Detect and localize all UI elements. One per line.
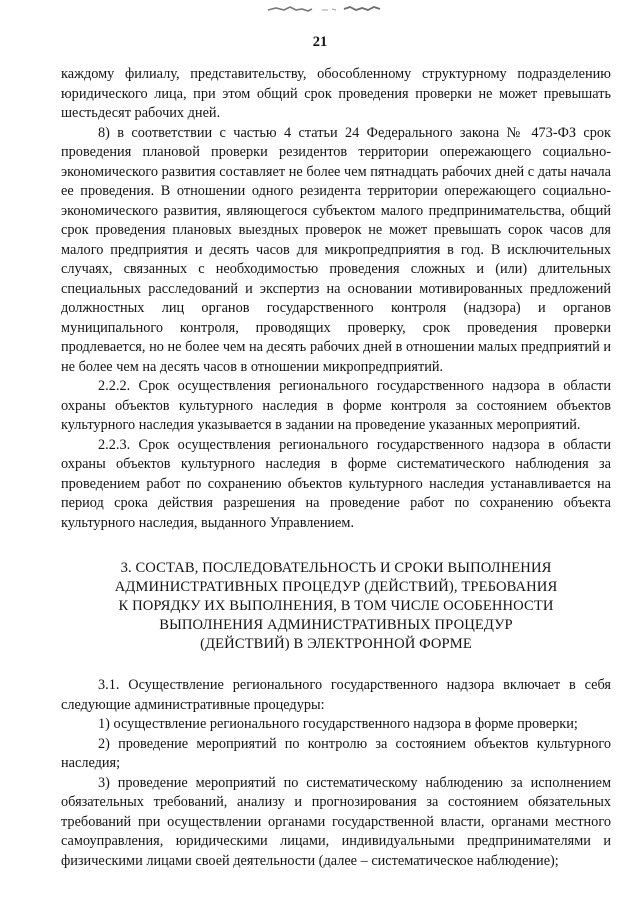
paragraph: 3) проведение мероприятий по систематическому наблюдению за исполнением обязательных требований, анализу и прогнозирования за состоянием обязательных требований при осуществлении органами государственной власти, органами местного самоуправления, юридическими лицами, индивидуальными предпринимателями и физическими лицами своей деятельности (далее – систематическое наблюдение); xyxy=(61,774,611,869)
paragraph: 1) осуществление регионального государственного надзора в форме проверки; xyxy=(98,716,578,732)
page-number: 21 xyxy=(312,34,328,50)
scan-artifact-mark xyxy=(266,4,384,14)
heading-line: К ПОРЯДКУ ИХ ВЫПОЛНЕНИЯ, В ТОМ ЧИСЛЕ ОСОБЕННОСТИ xyxy=(118,598,554,614)
heading-line: АДМИНИСТРАТИВНЫХ ПРОЦЕДУР (ДЕЙСТВИЙ), ТРЕБОВАНИЯ xyxy=(114,579,558,595)
heading-line: 3. СОСТАВ, ПОСЛЕДОВАТЕЛЬНОСТЬ И СРОКИ ВЫПОЛНЕНИЯ xyxy=(120,560,552,576)
section-3-heading xyxy=(61,559,611,654)
paragraph: каждому филиалу, представительству, обособленному структурному подразделению юридического лица, при этом общий срок проведения проверки не может превышать шестьдесят рабочих дней. xyxy=(61,66,611,121)
heading-line: (ДЕЙСТВИЙ) В ЭЛЕКТРОННОЙ ФОРМЕ xyxy=(200,636,472,652)
paragraph: 8) в соответствии с частью 4 статьи 24 Федерального закона № 473-ФЗ срок проведения плановой проверки резидентов территории опережающего социально-экономического развития составляет не более чем пятнадцать рабочих дней с даты начала ее проведения. В отношении одного резидента территории опережающего социально-экономического развития, являющегося субъектом малого предпринимательства, общий срок проведения плановых выездных проверок не может превышать сорок часов для малого предприятия и десять часов для микропредприятия в год. В исключительных случаях, связанных с необходимостью проведения сложных и (или) длительных специальных расследований и экспертиз на основании мотивированных предложений должностных лиц органов государственного контроля (надзора) и органов муниципального контроля, проводящих проверку, срок проведения проверки продлевается, но не более чем на десять рабочих дней в отношении малых предприятий и не более чем на десять часов в отношении микропредприятий. xyxy=(61,124,611,375)
section-3-paragraphs xyxy=(61,676,611,871)
paragraph: 3.1. Осуществление регионального государственного надзора включает в себя следующие административные процедуры: xyxy=(61,677,611,713)
heading-line: ВЫПОЛНЕНИЯ АДМИНИСТРАТИВНЫХ ПРОЦЕДУР xyxy=(159,617,513,633)
document-body xyxy=(61,65,611,871)
paragraph: 2.2.3. Срок осуществления регионального государственного надзора в области охраны объектов культурного наследия в форме систематического наблюдения за проведением работ по сохранению объектов культурного наследия устанавливается на период срока действия разрешения на проведение работ по сохранению объекта культурного наследия, выданного Управлением. xyxy=(61,436,611,531)
paragraph: 2.2.2. Срок осуществления регионального государственного надзора в области охраны объектов культурного наследия в форме контроля за состоянием объектов культурного наследия указывается в задании на проведение указанных мероприятий. xyxy=(61,378,611,433)
section-2-paragraphs xyxy=(61,65,611,533)
paragraph: 2) проведение мероприятий по контролю за состоянием объектов культурного наследия; xyxy=(61,735,611,771)
